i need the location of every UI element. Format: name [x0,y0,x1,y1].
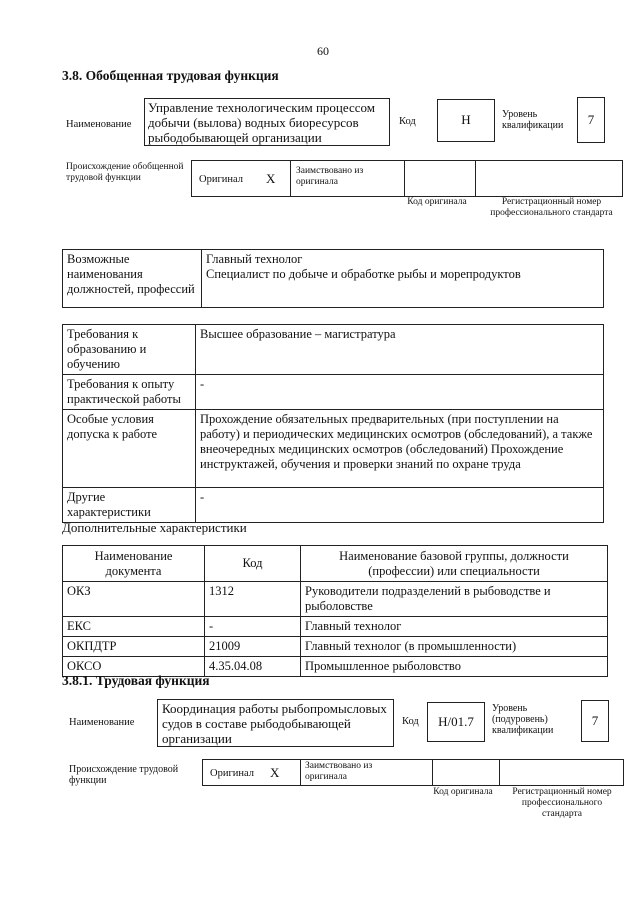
additional-table [62,545,608,677]
additional-heading: Дополнительные характеристики [62,520,247,535]
subsection-heading: 3.8.1. Трудовая функция [62,673,210,688]
positions-value-line1: Главный технолог [206,252,303,266]
requirement-label: Особые условия допуска к работе [63,410,196,488]
borrowed-label: Заимствовано из оригинала [305,761,373,782]
positions-label: Возможные наименования должностей, профессий [63,250,202,308]
table-cell: Промышленное рыболовство [301,657,608,677]
original-mark: X [266,171,276,186]
origin-table [191,160,623,197]
reg-number-caption: Регистрационный номер профессионального стандарта [512,787,612,819]
name-label: Наименование [69,717,135,728]
origin-label: Происхождение обобщенной трудовой функции [66,162,184,183]
table-cell: Руководители подразделений в рыбоводстве и рыболовстве [301,582,608,617]
level-box [577,97,605,143]
level-label: Уровень (подуровень) квалификации [492,703,554,736]
origin-table [202,759,624,786]
function-name-value: Управление технологическим процессом добычи (вылова) водных биоресурсов рыбодобывающей организации [148,100,375,145]
level-value: 7 [591,713,599,728]
header-cell: Наименование документа [63,546,205,582]
table-cell: Главный технолог (в промышленности) [301,637,608,657]
level-box [581,700,609,742]
requirements-table [62,324,604,523]
page-number: 60 [317,44,329,58]
name-label: Наименование [66,119,132,130]
positions-value [202,250,604,308]
level-value: 7 [587,112,595,127]
original-mark: X [270,765,280,780]
code-box [437,99,495,142]
section-heading: 3.8. Обобщенная трудовая функция [62,68,279,83]
table-cell: ЕКС [63,617,205,637]
header-cell: Наименование базовой группы, должности (профессии) или специальности [301,546,608,582]
table-cell: - [205,617,301,637]
function-name-box [157,699,394,747]
requirement-label: Требования к опыту практической работы [63,375,196,410]
code-label: Код [399,116,416,127]
reg-number-caption: Регистрационный номер профессионального стандарта [490,197,613,218]
level-label: Уровень квалификации [502,109,564,131]
header-cell: Код [205,546,301,582]
requirement-value: - [196,488,604,523]
table-cell: ОКЗ [63,582,205,617]
requirement-value: Высшее образование – магистратура [196,325,604,375]
table-cell: Главный технолог [301,617,608,637]
table-cell: 21009 [205,637,301,657]
positions-table [62,249,604,308]
table-row [63,637,608,657]
function-name-value: Координация работы рыбопромысловых судов в составе рыбодобывающей организации [162,701,387,746]
code-label: Код [402,716,419,727]
table-cell: 1312 [205,582,301,617]
function-name-box [144,98,390,146]
table-cell: ОКСО [63,657,205,677]
positions-value-line2: Специалист по добыче и обработке рыбы и морепродуктов [206,267,521,281]
origin-label: Происхождение трудовой функции [69,764,179,786]
code-original-caption: Код оригинала [433,787,493,797]
code-box [427,702,485,742]
table-row [63,617,608,637]
code-value: H [461,112,471,127]
table-cell: ОКПДТР [63,637,205,657]
code-value: H/01.7 [438,714,474,729]
borrowed-label: Заимствовано из оригинала [296,166,364,187]
requirement-label: Другие характеристики [63,488,196,523]
table-row [63,582,608,617]
requirement-label: Требования к образованию и обучению [63,325,196,375]
table-cell: 4.35.04.08 [205,657,301,677]
original-label: Оригинал [210,768,254,779]
original-label: Оригинал [199,174,243,185]
requirement-value: - [196,375,604,410]
code-original-caption: Код оригинала [407,197,467,207]
requirement-value: Прохождение обязательных предварительных (при поступлении на работу) и периодических медицинских осмотров (обследований), а также внеочередных медицинских осмотров (обследований) Прохождение инструктажей, обучения и проверки знаний по охране труда [196,410,604,488]
